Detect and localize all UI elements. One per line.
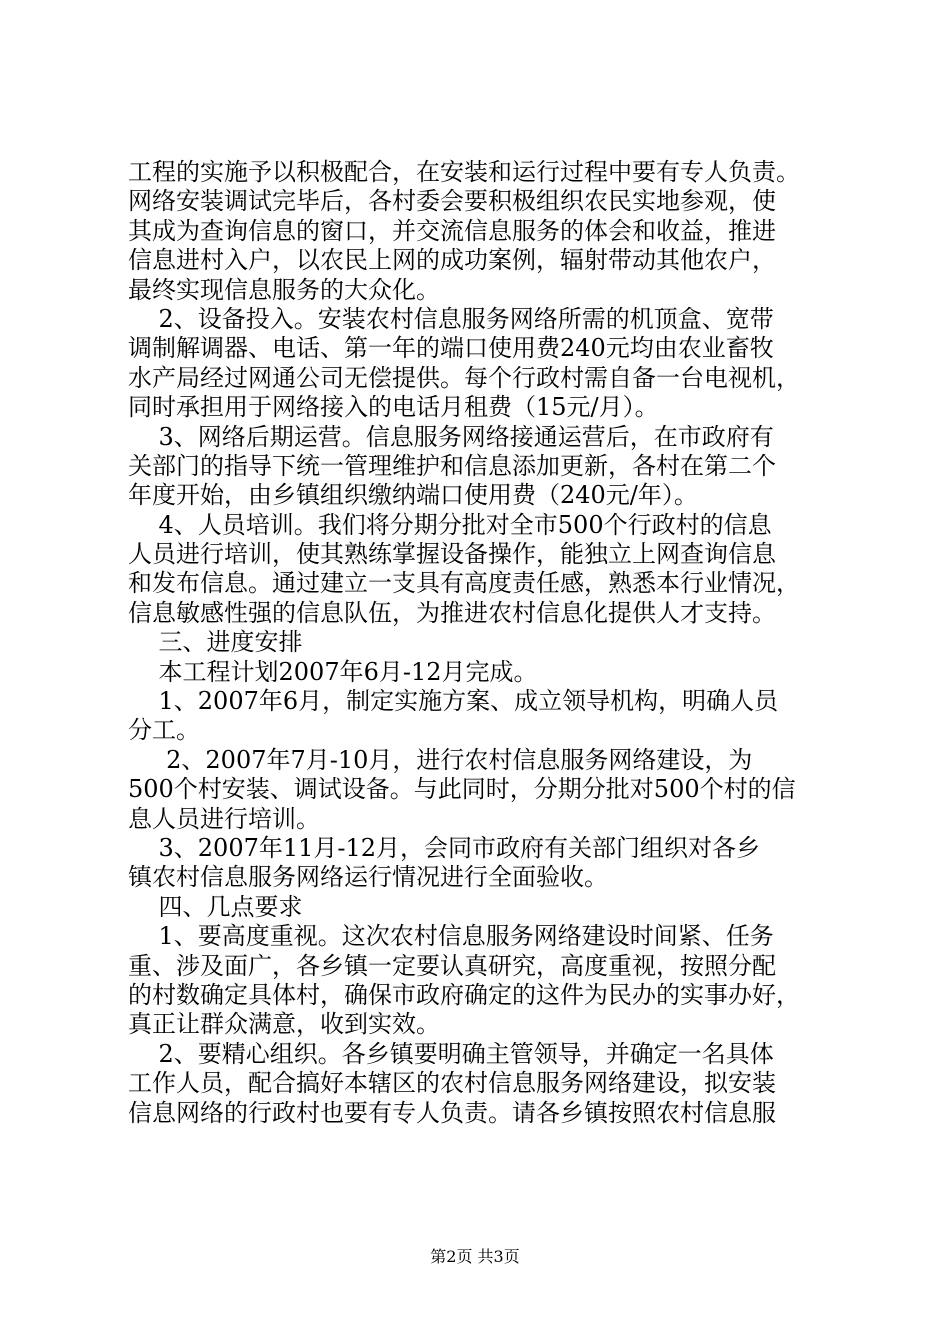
text-line: 水产局经过网通公司无偿提供。每个行政村需自备一台电视机， [128,363,800,392]
text-line: 信息进村入户，以农民上网的成功案例，辐射带动其他农户， [128,246,776,275]
text-line: 工作人员，配合搞好本辖区的农村信息服务网络建设，拟安装 [128,1069,776,1098]
text-line: 同时承担用于网络接入的电话月租费（15元/月）。 [128,393,659,422]
text-line: 500个村安装、调试设备。与此同时，分期分批对500个村的信 [128,775,796,804]
text-line: 最终实现信息服务的大众化。 [128,275,440,304]
text-line: 2、2007年7月-10月，进行农村信息服务网络建设，为 [128,745,753,774]
text-line: 2、设备投入。安装农村信息服务网络所需的机顶盒、宽带 [128,304,774,333]
text-line: 真正让群众满意，收到实效。 [128,1010,440,1039]
page-number-footer: 第2页 共3页 [430,1247,520,1266]
document-body [128,158,838,1128]
text-line: 调制解调器、电话、第一年的端口使用费240元均由农业畜牧 [128,334,774,363]
text-line: 镇农村信息服务网络运行情况进行全面验收。 [128,863,608,892]
text-line: 本工程计划2007年6月-12月完成。 [128,657,538,686]
text-line: 3、网络后期运营。信息服务网络接通运营后，在市政府有 [128,422,774,451]
text-line: 其成为查询信息的窗口，并交流信息服务的体会和收益，推进 [128,216,776,245]
text-line: 的村数确定具体村，确保市政府确定的这件为民办的实事办好， [128,980,800,1009]
text-line: 信息网络的行政村也要有专人负责。请各乡镇按照农村信息服 [128,1098,776,1127]
text-line: 4、人员培训。我们将分期分批对全市500个行政村的信息 [128,510,772,539]
text-line: 重、涉及面广，各乡镇一定要认真研究，高度重视，按照分配 [128,951,776,980]
text-line: 分工。 [128,716,200,745]
text-line: 3、2007年11月-12月，会同市政府有关部门组织对各乡 [128,833,761,862]
text-line: 1、要高度重视。这次农村信息服务网络建设时间紧、任务 [128,922,774,951]
text-line: 人员进行培训，使其熟练掌握设备操作，能独立上网查询信息 [128,540,776,569]
text-line: 四、几点要求 [128,892,303,921]
text-line: 工程的实施予以积极配合，在安装和运行过程中要有专人负责。 [128,158,800,186]
text-line: 网络安装调试完毕后，各村委会要积极组织农民实地参观，使 [128,187,776,216]
text-line: 年度开始，由乡镇组织缴纳端口使用费（240元/年）。 [128,481,698,510]
text-line: 1、2007年6月，制定实施方案、成立领导机构，明确人员 [128,687,779,716]
text-line: 关部门的指导下统一管理维护和信息添加更新，各村在第二个 [128,451,776,480]
text-line: 息人员进行培训。 [128,804,320,833]
text-line: 三、进度安排 [128,628,303,657]
text-line: 信息敏感性强的信息队伍，为推进农村信息化提供人才支持。 [128,598,776,627]
text-line: 和发布信息。通过建立一支具有高度责任感，熟悉本行业情况， [128,569,800,598]
text-line: 2、要精心组织。各乡镇要明确主管领导，并确定一名具体 [128,1039,774,1068]
